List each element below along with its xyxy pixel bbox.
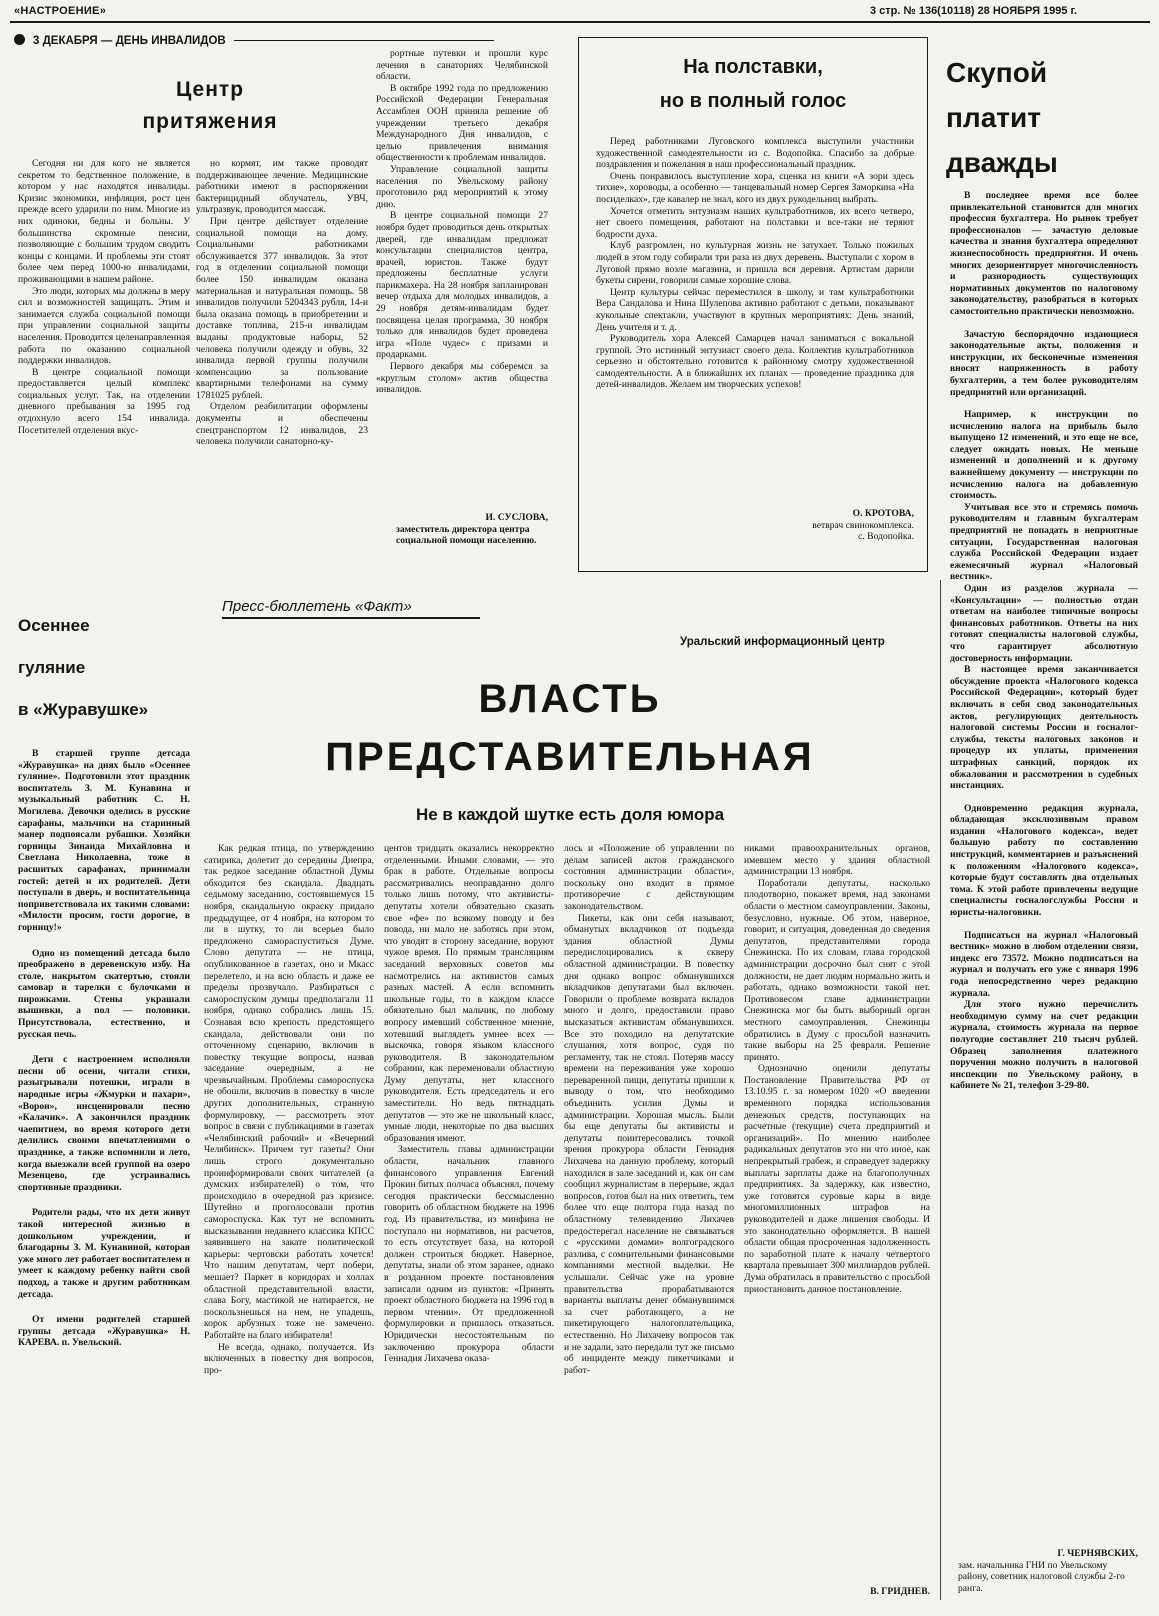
polstavki-title-line2: но в полный голос bbox=[659, 90, 847, 112]
vlast-signature bbox=[744, 1586, 930, 1598]
paragraph: Хочется отметить энтузиазм наших культработников, их всего четверо, нет своего помещения, работают на полставки и все-таки не теряют бодрости духа. bbox=[596, 205, 914, 240]
paragraph: рортные путевки и прошли курс лечения в санаториях Челябинской области. bbox=[376, 48, 548, 83]
center-column-3 bbox=[376, 48, 548, 508]
polstavki-title-line1: На полставки, bbox=[683, 56, 823, 78]
paragraph: Однозначно оценили депутаты Постановление Правительства РФ от 13.10.95 г. за номером 1020 «О введении временного порядка использования денежных средств, поступающих на расчетные (текущие) счета предприятий и организаций». По мнению наиболее радикальных депутатов это ни что иное, как непрекрытый грабеж, и справедует задержку выплаты зарплаты даже на благополучных предприятиях. За задержку, как известно, уже готовятся суровые кары в виде многомиллионных штрафов на руководителей и даже лишения свободы. И это законодательно оформляется. В нашей области общая просроченная задолженность по заработной плате к началу четвертого квартала превышает 300 миллиардов рублей. Дума обратилась в правительство с просьбой приостановить данное постановление. bbox=[744, 1063, 930, 1295]
paragraph: В центре социальной помощи 27 ноября будет проводиться день открытых дверей, где инвалидам предложат консультации специалистов центра, врачей, юристов. Также будут предложены бесплатные услуги парикмахера. На 28 ноября запланирован вечер отдыха для молодых инвалидов, а 29 ноября детям-инвалидам будет посвящена целая программа, 30 ноября только для инвалидов будет проведена игра «Поле чудес» с призами и продарками. bbox=[376, 210, 548, 361]
paragraph: Для этого нужно перечислить необходимую сумму на счет редакции журнала, стоимость журнала на первое полугодие составляет 210 тысяч рублей. Образец заполнения платежного поручения можно получить в налоговой инспекции по Увельскому району, в кабинете № 21, телефон 3-29-80. bbox=[950, 999, 1138, 1092]
bullet-icon bbox=[14, 34, 25, 45]
section-tag-text: 3 ДЕКАБРЯ — ДЕНЬ ИНВАЛИДОВ bbox=[33, 35, 226, 47]
skupoy-sig-name: Г. ЧЕРНЯВСКИХ, bbox=[1057, 1548, 1138, 1559]
paragraph: Один из разделов журнала — «Консультации» — полностью отдан ответам на наиболее типичные вопросы финансовых работников. Ответы на них готовят специалисты налоговой службы, что гарантирует абсолютную достоверность информации. bbox=[950, 583, 1138, 664]
skupoy-title-line1: Скупой bbox=[946, 57, 1048, 88]
paragraph: В последнее время все более привлекательной становится для многих профессия бухгалтера. Но рынок требует профессионалов — зачастую деловые качества и знания бухгалтера определяют жизнеспособность предприятия. И очень многих дезориентирует многочисленность и разнородность существующих нормативных документов по налоговому законодательству, разобраться в которых самостоятельно практически невозможно. bbox=[950, 190, 1138, 317]
paragraph: Зачастую беспорядочно издающиеся законодательные акты, положения и инструкции, их бесконечные изменения вносят напряженность в работу бухгалтерии, а тем более руководителям предприятий или организаций. bbox=[950, 328, 1138, 398]
skupoy-title-line2: платит bbox=[946, 102, 1041, 133]
osennee-body bbox=[18, 748, 190, 1538]
paragraph: Управление социальной защиты населения по Увельскому району проготовило ряд мероприятий к этому дню. bbox=[376, 163, 548, 210]
paragraph: Сегодня ни для кого не является секретом то бедственное положение, в котором у нас находятся инвалиды. Кризис экономики, инфляция, рост цен прежде всего ударили по ним. Многие из них одиноки, бедны и больны. У большинства скромные пенсии, позволяющие с большим трудом сводить концы с концами. И проблемы эти стоят более чем перед 1000-ю инвалидами, проживающими в нашем районе. bbox=[18, 158, 190, 285]
vlast-source: Уральский информационный центр bbox=[680, 636, 885, 648]
paragraph: Например, к инструкции по исчислению налога на прибыль было выпущено 12 изменений, и это еще не все, следует ожидать новых. Не меньше изменений и дополнений и к другому важнейшему документу — инструкции по исчислению налога на добавленную стоимость. bbox=[950, 409, 1138, 502]
paragraph: Родители рады, что их дети живут такой интересной жизнью в дошкольном учреждении, и благодарны З. М. Кунавиной, которая уже много лет работает воспитателем и умеет к каждому ребенку найти свой подход, а также и другим работникам детсада. bbox=[18, 1207, 190, 1300]
osennee-title-line3: в «Журавушке» bbox=[18, 700, 149, 719]
vlast-subtitle: Не в каждой шутке есть доля юмора bbox=[415, 805, 725, 824]
section-tag bbox=[14, 31, 534, 49]
paragraph: Заместитель главы администрации области, начальник главного финансового управления Евгений Прокин битых полчаса объяснял, почему сегодня практически бессмысленно говорить об областном бюджете на 1996 год. Из правительства, из минфина не поступало ни нормативов, ни расчетов, то есть отсутствует база, на которой должен строиться бюджет. Наверное, депутаты, знали об этом заранее, однако в розданном проекте постановления записали одним из пунктов: «Принять проект областного бюджета на 1996 год в первом чтении». От предложенной формулировки и пришлось отказаться. Юридически несостоятельным по заключению прокурора области Геннадия Лихачева оказа- bbox=[384, 1144, 554, 1365]
paragraph: Одновременно редакция журнала, обладающая эксклюзивным правом издания «Налогового кодекса», ведет большую работу по составлению инструкций, комментариев и разъяснений к положениям «Налогового кодекса», которые будут составлять два отдельных тома. К этой работе привлечены ведущие специалисты госналогслужбы России и юристы-налоговики. bbox=[950, 802, 1138, 919]
skupoy-sig-role: зам. начальника ГНИ по Увельскому району, советник налоговой службы 2-го ранга. bbox=[958, 1559, 1125, 1594]
center-sig-name: И. СУСЛОВА, bbox=[485, 512, 548, 523]
paragraph: центов тридцать оказались некорректно отделенными. Иными словами, — это брак в работе. Отдельные вопросы рассматривались неоправданно долго только лишь потому, что активисты-депутаты хотели обязательно сказать свое «фе» по всякому поводу и без повода, ни мало не заботясь при этом, что уводят в сторону заседание, воруют чужое время. По прямым трансляциям заседаний верховных советов мы насмотрелись на активистов самых разных мастей. А если вспомнить школьные годы, то в каждом классе обязательно был мальчик, по любому вопросу имевший собственное мнение, хотевший выглядеть умнее всех — выскочка, говоря языком классного руководителя. В законодательном собрании, как переменовали областную Думу депутаты, нет классного руководителя. Есть председатель и его заместители. Но ведь пятнадцать депутатов — это же не школьный класс, умные люди, некоторые по два высших образования имеют. bbox=[384, 843, 554, 1144]
paragraph: При центре действует отделение социальной помощи на дому. Социальными работниками обслуживается 377 инвалидов. За этот год в отделении социальной помощи более 150 инвалидам оказана материальная и натуральная помощь. 58 инвалидов получили 5204343 рубля, 14-и была оказана помощь в приобретении и доставке топлива, 215-и инвалидам выданы продуктовые наборы, 52 человека получили одежду и обувь, 32 инвалида первой группы получили компенсацию за пользование квартирными телефонами на сумму 1781025 рублей. bbox=[196, 215, 368, 401]
paragraph: Пикеты, как они себя называют, обманутых вкладчиков от подъезда здания областной Думы передислоцировались к скверу областной администрации. В повестку дня однако вопрос обманувшихся вкладчиков депутатами был включен. Говорили о проблеме возврата вкладов много и долго, предоставили право высказаться активистам обманувшихся. Все это походило на депутатские слушания, хотя вопрос, судя по регламенту, так не стоял. Потеряв массу времени на переживания уже хорошо переваренной пищи, депутаты пришли к выводу о том, что необходимо объединить усилия Думы и администрации. Хорошая мысль. Были бы еще депутаты бы активисты и депутаты поинтересовались точкой зрения прокурора области Геннадия Лихачева на данную проблему, который находился в зале заседаний и, как он сам сообщил журналистам в перерыве, ждал вопросов, готов был на них ответить, тем более что еще полтора года назад по областному телевидению Лихачев предостерегал население не связываться с «русскими домами» волгоградского разлива, с сомнительными финансовыми компаниями местной выделки. Не услышали. Сейчас уже на уровне правительства прорабатываются варианты выплаты денег обманувшимся за счет работающего, а не пикетирующего налогоплательщика, естественно. Но Лихачеву вопросов так и не задали, зато передали тут же письмо об инциденте между пикетчиками и работ- bbox=[564, 912, 734, 1376]
paragraph: Как редкая птица, по утверждению сатирика, долетит до середины Днепра, так редкое заседание областной Думы обходится без скандала. Двадцать седьмому заседанию, состоявшемуся 15 ноября, скандальную окраску придало предыдущее, от 4 ноября, на котором то ли в шутку, то ли всерьез было предложено самораспуститься Думе. Слово депутата — не птица, опубликованное в газетах, оно и Мкасс перелетело, и на всю область и даже ее пределы прозвучало. Разбираться с самороспуском думцы предполагали 11 ноября, однако собрались лишь 15. Сознавая всю крепость предстоящего скандала, действовали они по отточенному сценарию, включив в повестку текущие вопросы, назвав заседание очередным, а не чрезвычайным. Проблемы самороспуска не обошли, включив в повестку в числе других дополнительных, странную формулировку, — рассмотреть этот вопрос в связи с публикациями в газетах «Челябинский рабочий» и «Вечерний Челябинск». Причем тут газеты? Они лишь строго документально проинформировали своих читателей (а думских избирателей) о том, что происходило в очередной раз кризисе. Шутейно и проголосовали против самороспуска. Как тут не вспомнить высказывания недавнего классика КПСС заявившего на закате политической карьеры: чертовски работать хочется! Что нашим депутатам, черт побери, мешает? Паркет в коридорах и холлах областной представительной власти, слава Богу, мастикой не натирается, не поскользнешься на нем, не упадешь, корок арбузных тоже не замечено. Работайте на благо избирателя! bbox=[204, 843, 374, 1341]
paragraph: Не всегда, однако, получается. Из включенных в повестку дня вопросов, про- bbox=[204, 1341, 374, 1376]
osennee-title-line2: гуляние bbox=[18, 658, 86, 677]
column-divider bbox=[940, 580, 941, 1600]
center-title bbox=[80, 74, 340, 138]
paragraph: Поработали депутаты, насколько плодотворно, покажет время, над законами области о местном самоуправлении. Законы, безусловно, нужные. Об этом, наверное, говорит, и ситуация, доведенная до сведения депутатов, представителями города Снежинска. По их словам, глава городской администрации досрочно был снят с этой должности, не дает людям нормально жить и работать, однако возможности такой нет. Противовесом главе администрации Снежинска мог бы быть выборный орган местного самоуправления. Снежинцы обратились в Думу с просьбой назначить такие выборы на 25 февраля. Решение принято. bbox=[744, 877, 930, 1063]
center-sig-role: заместитель директора центра социальной помощи населению. bbox=[396, 523, 537, 547]
paragraph: Учитывая все это и стремясь помочь руководителям и главным бухгалтерам предприятий не попадать в неприятные ситуации, Государственная налоговая служба Российской Федерации издает ежемесячный журнал «Налоговый вестник». bbox=[950, 501, 1138, 583]
paragraph: никами правоохранительных органов, имевшем место у здания областной администрации 13 ноября. bbox=[744, 843, 930, 878]
paragraph: Подписаться на журнал «Налоговый вестник» можно в любом отделении связи, индекс его 73572. Можно подписаться на журнал и получать его уже с января 1996 года непосредственно через редакцию журнала. bbox=[950, 929, 1138, 999]
center-column-2 bbox=[196, 158, 368, 554]
polstavki-sig-role2: с. Водопойка. bbox=[858, 531, 914, 543]
paragraph: Отделом реабилитации оформлены документы и обеспечены спецтранспортом 12 инвалидов, 23 человека получили санаторно-ку- bbox=[196, 401, 368, 448]
paragraph: Дети с настроением исполняли песни об осени, читали стихи, разыгрывали потешки, играли в народные игры «Жмурки и пахари», «Ворон», инсценировали песню «Калачик». А закончился праздник чаепитием, во время которого дети делились своими впечатлениями о празднике, а также вспомнили и лето, когда выезжали всей группой на озеро Мезенцево, где устраивались спортивные праздники. bbox=[18, 1054, 190, 1193]
vlast-title-line2: ПРЕДСТАВИТЕЛЬНАЯ bbox=[325, 735, 815, 779]
skupoy-body bbox=[950, 190, 1138, 1540]
vlast-column-2 bbox=[384, 843, 554, 1603]
vlast-column-3 bbox=[564, 843, 734, 1603]
paragraph: Центр культуры сейчас переместился в школу, и там культработники Вера Сандалова и Нина Шулепова активно работают с детьми, показывают кукольные спектакли, участвуют в крупных мероприятиях: День знаний, День учителя и т. д. bbox=[596, 286, 914, 333]
paragraph: От имени родителей старшей группы детсада «Журавушка» Н. КАРЕВА. п. Увельский. bbox=[18, 1314, 190, 1349]
center-title-line1: Центр bbox=[175, 78, 245, 101]
paragraph: Клуб разгромлен, но культурная жизнь не затухает. Только пожилых людей в этом году собирали три раза из двух деревень. Выступали с хором в Луговой прямо возле магазина, и пришла вся деревня. Артистам дарили букеты сирени, говорили самые хорошие слова. bbox=[596, 240, 914, 287]
vlast-title bbox=[200, 670, 940, 786]
paragraph: В октябре 1992 года по предложению Российской Федерации Генеральная Ассамблея ООН приняла решение об учреждении третьего декабря Международного Дня инвалидов, с целью привлечения внимания общественности к проблемам инвалидов. bbox=[376, 82, 548, 164]
center-signature bbox=[376, 512, 548, 547]
paragraph: В центре социальной помощи предоставляется целый комплекс социальных услуг. Так, на отделении дневного пребывания за 1995 год отдохнуло всего 154 инвалида. Посетителей отделения вкус- bbox=[18, 366, 190, 436]
osennee-title bbox=[18, 605, 208, 731]
paragraph: но кормят, им также проводят поддерживающее лечение. Медицинские работники имеют в распоряжении бактерицидный облучатель, УВЧ, ультразвук, проводится массаж. bbox=[196, 158, 368, 216]
press-label bbox=[222, 598, 412, 615]
vlast-column-1 bbox=[204, 843, 374, 1603]
press-label-rule bbox=[222, 617, 480, 619]
skupoy-signature bbox=[950, 1548, 1138, 1594]
polstavki-body bbox=[596, 136, 914, 496]
paragraph: В старшей группе детсада «Журавушка» на днях было «Осеннее гуляние». Подготовили этот праздник воспитатель З. М. Кунавина и музыкальный работник С. Н. Могилева. Девочки оделись в русские сарафаны, мальчики на старинный манер подпоясали рубашки. Хозяйки горницы Зинаида Михайловна и Светлана Николаевна, тоже в расшитых сарафанах, принимали гостей: детей и их родителей. Дети поступали в дверь, и воспитательница поприветствовала их такими словами: «Милости просим, гости дорогие, в горницу!» bbox=[18, 748, 190, 933]
skupoy-title bbox=[946, 50, 1146, 185]
center-column-1 bbox=[18, 158, 190, 554]
vlast-column-4 bbox=[744, 843, 930, 1578]
paragraph: Руководитель хора Алексей Самарцев начал заниматься с вокальной группой. Это истинный энтузиаст своего дела. Коллектив культработников серьезно и обстоятельно готовится к районному смотру художественной самодеятельности. А в ближайших их планах — проведение праздника для детей-инвалидов. Желаем им творческих успехов! bbox=[596, 333, 914, 391]
polstavki-signature bbox=[700, 508, 914, 543]
polstavki-sig-role1: ветврач свинокомплекса. bbox=[812, 519, 914, 531]
vlast-title-line1: ВЛАСТЬ bbox=[478, 677, 662, 721]
masthead-left: «НАСТРОЕНИЕ» bbox=[14, 5, 107, 17]
paragraph: В настоящее время заканчивается обсуждение проекта «Налогового кодекса Российской Федерации», который будет включать в себя свод законодательных актов, регулирующих деятельность налоговой системы России и госналог-службы, тексты налоговых законов и процедур их уплаты, применения штрафных санкций, порядок их обжалования и рассмотрения в судебных инстанциях. bbox=[950, 664, 1138, 792]
press-label-text: Пресс-бюллетень «Факт» bbox=[222, 598, 412, 615]
osennee-title-line1: Осеннее bbox=[18, 616, 90, 635]
skupoy-title-line3: дважды bbox=[946, 147, 1058, 178]
paragraph: Очень понравилось выступление хора, сценка из книги «А зори здесь тихие», хороводы, а особенно — танцевальный номер Сергея Заморкина «На посиделках», где кавалер не знал, кого из двух рукодельниц выбрать. bbox=[596, 170, 914, 205]
header-rule bbox=[10, 21, 1150, 23]
paragraph: Одно из помещений детсада было преображено в деревенскую избу. На столе, накрытом скатертью, стояли самовар и тарелки с булочками и пирожками. Стены украшали вышивки, а пол — половики. Присутствовала, естественно, и русская печь. bbox=[18, 947, 190, 1040]
paragraph: Перед работниками Луговского комплекса выступили участники художественной самодеятельности из с. Водопойка. Спасибо за добрые поздравления и пожелания в наш профессиональный праздник. bbox=[596, 136, 914, 171]
vlast-sig-name: В. ГРИДНЕВ. bbox=[870, 1586, 930, 1597]
masthead-issue: 3 стр. № 136(10118) 28 НОЯБРЯ 1995 г. bbox=[870, 5, 1078, 17]
polstavki-title bbox=[588, 50, 918, 118]
paragraph: лось и «Положение об управлении по делам записей актов гражданского состояния администрации области», поскольку оно входит в прямое противоречие с действующим законодательством. bbox=[564, 843, 734, 912]
polstavki-sig-name: О. КРОТОВА, bbox=[852, 508, 914, 519]
center-title-line2: притяжения bbox=[142, 110, 278, 133]
section-tag-rule bbox=[234, 40, 494, 42]
paragraph: Это люди, которых мы должны в меру сил и возможностей защищать. Этим и занимается служба социальной помощи при управлении социальной защиты населения. Проводится целенаправленная работа по оказанию социальной поддержки инвалидов. bbox=[18, 285, 190, 367]
paragraph: Первого декабря мы соберемся за «круглым столом» актив общества инвалидов. bbox=[376, 361, 548, 396]
